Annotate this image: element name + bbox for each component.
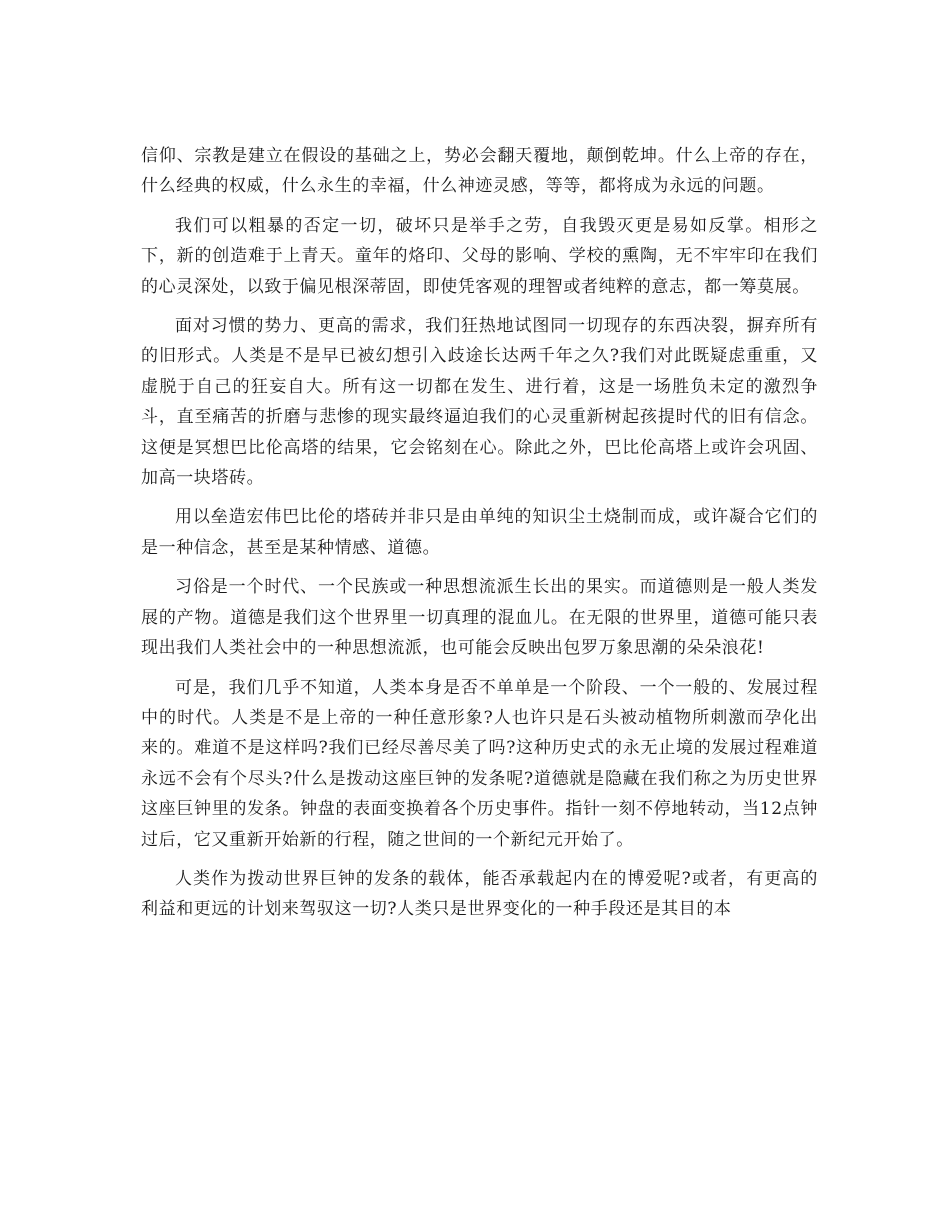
paragraph-4: 用以垒造宏伟巴比伦的塔砖并非只是由单纯的知识尘土烧制而成，或许凝合它们的是一种信念，甚至是某种情感、道德。 xyxy=(141,507,818,558)
paragraph-1: 信仰、宗教是建立在假设的基础之上，势必会翻天覆地，颠倒乾坤。什么上帝的存在，什么经典的权威，什么永生的幸福，什么神迹灵感，等等，都将成为永远的问题。 xyxy=(141,146,818,197)
paragraph-5: 习俗是一个时代、一个民族或一种思想流派生长出的果实。而道德则是一般人类发展的产物。道德是我们这个世界里一切真理的混血儿。在无限的世界里，道德可能只表现出我们人类社会中的一种思想流派，也可能会反映出包罗万象思潮的朵朵浪花! xyxy=(141,577,818,659)
paragraph-7: 人类作为拨动世界巨钟的发条的载体，能否承载起内在的博爱呢?或者，有更高的利益和更远的计划来驾驭这一切?人类只是世界变化的一种手段还是其目的本 xyxy=(141,868,818,920)
paragraph-2: 我们可以粗暴的否定一切，破坏只是举手之劳，自我毁灭更是易如反掌。相形之下，新的创造难于上青天。童年的烙印、父母的影响、学校的熏陶，无不牢牢印在我们的心灵深处，以致于偏见根深蒂固，即使凭客观的理智或者纯粹的意志，都一筹莫展。 xyxy=(141,215,818,297)
document-body xyxy=(141,141,818,934)
paragraph-6: 可是，我们几乎不知道，人类本身是否不单单是一个阶段、一个一般的、发展过程中的时代。人类是不是上帝的一种任意形象?人也许只是石头被动植物所刺激而孕化出来的。难道不是这样吗?我们已经尽善尽美了吗?这种历史式的永无止境的发展过程难道永远不会有个尽头?什么是拨动这座巨钟的发条呢?道德就是隐藏在我们称之为历史世界这座巨钟里的发条。钟盘的表面变换着各个历史事件。指针一刻不停地转动，当12点钟过后，它又重新开始新的行程，随之世间的一个新纪元开始了。 xyxy=(141,677,818,850)
paragraph-3: 面对习惯的势力、更高的需求，我们狂热地试图同一切现存的东西决裂，摒弃所有的旧形式。人类是不是早已被幻想引入歧途长达两千年之久?我们对此既疑虑重重，又虚脱于自己的狂妄自大。所有这一切都在发生、进行着，这是一场胜负未定的激烈争斗，直至痛苦的折磨与悲惨的现实最终逼迫我们的心灵重新树起孩提时代的旧有信念。这便是冥想巴比伦高塔的结果，它会铭刻在心。除此之外，巴比伦高塔上或许会巩固、加高一块塔砖。 xyxy=(141,316,818,489)
